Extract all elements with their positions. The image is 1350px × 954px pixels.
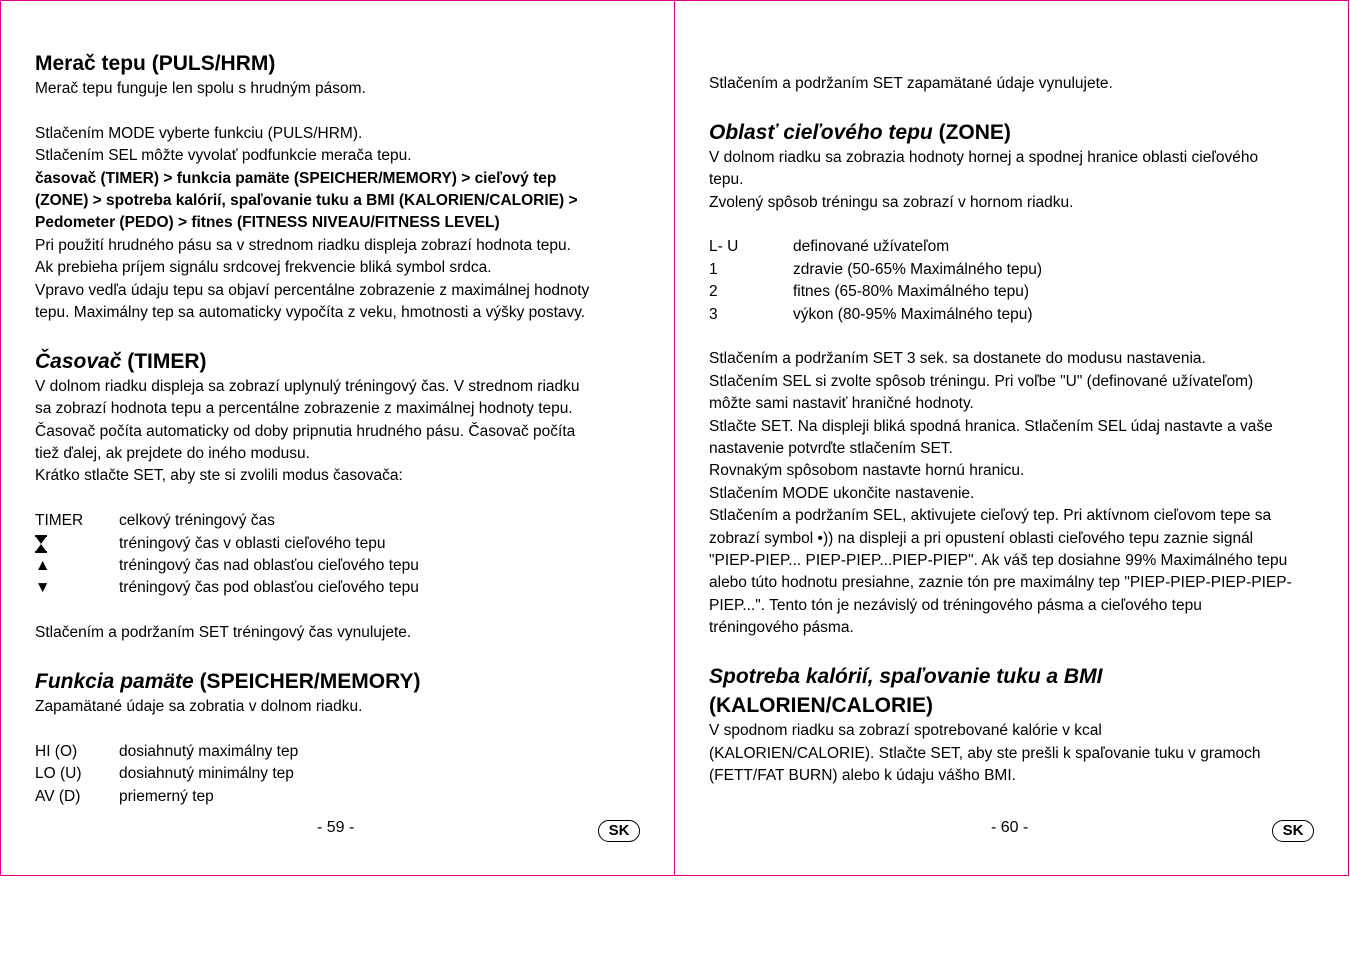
paragraph: Zapamätané údaje sa zobratia v dolnom riadku.: [35, 698, 363, 716]
function-sequence-line: (ZONE) > spotreba kalórií, spaľovanie tuku a BMI (KALORIEN/CALORIE) >: [35, 192, 578, 210]
right-page-content: [709, 73, 1319, 787]
paragraph: Zvolený spôsob tréningu sa zobrazí v hornom riadku.: [709, 193, 1074, 211]
paragraph: tréningového pásma.: [709, 619, 854, 637]
paragraph: Krátko stlačte SET, aby ste si zvolili modus časovača:: [35, 467, 403, 485]
paragraph: Vpravo vedľa údaju tepu sa objaví percentálne zobrazenie z maximálnej hodnoty: [35, 281, 590, 299]
heading-calories: Spotreba kalórií, spaľovanie tuku a BMI: [709, 665, 1103, 689]
paragraph: Stlačením a podržaním SET zapamätané údaje vynulujete.: [709, 75, 1113, 92]
heading-heart-rate-monitor: Merač tepu (PULS/HRM): [35, 52, 276, 75]
left-page-content: [35, 49, 645, 808]
paragraph: tiež ďalej, ak prejdete do iného modusu.: [35, 445, 310, 463]
paragraph: Časovač počíta automaticky od doby pripnutia hrudného pásu. Časovač počíta: [35, 422, 576, 440]
paragraph: (FETT/FAT BURN) alebo k údaju vášho BMI.: [709, 766, 1016, 784]
left-page: [0, 0, 675, 876]
page-number: - 59 -: [317, 819, 355, 836]
paragraph: zobrazí symbol •)) na displeji a pri opustení oblasti cieľového tepu zaznie signál: [709, 529, 1254, 547]
timer-row: ▲ tréningový čas nad oblasťou cieľového tepu: [35, 555, 645, 577]
heading-target-zone: Oblasť cieľového tepu (ZONE): [709, 120, 1011, 144]
function-sequence-line: Pedometer (PEDO) > fitnes (FITNESS NIVEAU/FITNESS LEVEL): [35, 214, 500, 232]
heading-timer: Časovač (TIMER): [35, 349, 207, 373]
paragraph: V spodnom riadku sa zobrazí spotrebované kalórie v kcal: [709, 722, 1102, 740]
heading-memory: Funkcia pamäte (SPEICHER/MEMORY): [35, 670, 421, 694]
timer-row: TIMER celkový tréningový čas: [35, 512, 275, 530]
paragraph: Merač tepu funguje len spolu s hrudným pásom.: [35, 80, 366, 97]
zone-row: 2 fitnes (65-80% Maximálného tepu): [709, 283, 1030, 301]
language-badge: SK: [598, 820, 640, 842]
zone-row: L- U definované užívateľom: [709, 238, 950, 256]
language-badge: SK: [1272, 820, 1314, 842]
up-arrow-icon: ▲: [35, 557, 51, 575]
page-number: - 60 -: [991, 819, 1029, 836]
paragraph: Pri použití hrudného pásu sa v strednom riadku displeja zobrazí hodnota tepu.: [35, 236, 571, 254]
memory-row: HI (O) dosiahnutý maximálny tep: [35, 742, 299, 760]
paragraph: nastavenie potvrďte stlačením SET.: [709, 440, 953, 458]
function-sequence-line: časovač (TIMER) > funkcia pamäte (SPEICHER/MEMORY) > cieľový tep: [35, 169, 557, 187]
paragraph: alebo túto hodnotu presiahne, zaznie tón pre maximálny tep "PIEP-PIEP-PIEP-PIEP-: [709, 574, 1292, 592]
paragraph: sa zobrazí hodnota tepu a percentálne zobrazenie z maximálnej hodnoty tepu.: [35, 400, 573, 418]
paragraph: Stlačením a podržaním SET 3 sek. sa dostanete do modusu nastavenia.: [709, 350, 1206, 368]
paragraph: môžte sami nastaviť hraničné hodnoty.: [709, 395, 974, 413]
paragraph: Stlačením a podržaním SEL, aktivujete cieľový tep. Pri aktívnom cieľovom tepe sa: [709, 507, 1272, 525]
zone-row: 1 zdravie (50-65% Maximálného tepu): [709, 260, 1042, 278]
down-arrow-icon: ▼: [35, 579, 51, 597]
memory-row: LO (U) dosiahnutý minimálny tep: [35, 765, 294, 783]
paragraph: Stlačením SEL si zvolte spôsob tréningu. Pri voľbe "U" (definované užívateľom): [709, 372, 1254, 390]
paragraph: Stlačením a podržaním SET tréningový čas vynulujete.: [35, 624, 412, 642]
paragraph: (KALORIEN/CALORIE). Stlačte SET, aby ste prešli k spaľovanie tuku v gramoch: [709, 744, 1261, 762]
paragraph: Rovnakým spôsobom nastavte hornú hranicu.: [709, 462, 1025, 480]
paragraph: V dolnom riadku displeja sa zobrazí uplynulý tréningový čas. V strednom riadku: [35, 377, 580, 395]
hourglass-icon: [35, 535, 47, 553]
zone-row: 3 výkon (80-95% Maximálného tepu): [709, 305, 1033, 323]
paragraph: Stlačením SEL môžte vyvolať podfunkcie merača tepu.: [35, 147, 412, 165]
paragraph: Stlačením MODE ukončite nastavenie.: [709, 484, 975, 502]
timer-row: tréningový čas v oblasti cieľového tepu: [35, 533, 645, 555]
memory-row: AV (D) priemerný tep: [35, 787, 214, 805]
paragraph: Stlačením MODE vyberte funkciu (PULS/HRM).: [35, 124, 363, 142]
paragraph: tepu.: [709, 171, 744, 189]
paragraph: "PIEP-PIEP... PIEP-PIEP...PIEP-PIEP". Ak váš tep dosiahne 99% Maximálného tepu: [709, 552, 1288, 570]
paragraph: Stlačte SET. Na displeji bliká spodná hranica. Stlačením SEL údaj nastavte a vaše: [709, 417, 1273, 435]
timer-row: ▼ tréningový čas pod oblasťou cieľového tepu: [35, 577, 645, 599]
heading-calories-suffix: (KALORIEN/CALORIE): [709, 694, 933, 718]
paragraph: tepu. Maximálny tep sa automaticky vypočíta z veku, hmotnosti a výšky postavy.: [35, 304, 586, 322]
paragraph: V dolnom riadku sa zobrazia hodnoty hornej a spodnej hranice oblasti cieľového: [709, 148, 1259, 166]
right-page: [674, 0, 1349, 876]
paragraph: PIEP...". Tento tón je nezávislý od tréningového pásma a cieľového tepu: [709, 596, 1202, 614]
paragraph: Ak prebieha príjem signálu srdcovej frekvencie bliká symbol srdca.: [35, 259, 492, 277]
